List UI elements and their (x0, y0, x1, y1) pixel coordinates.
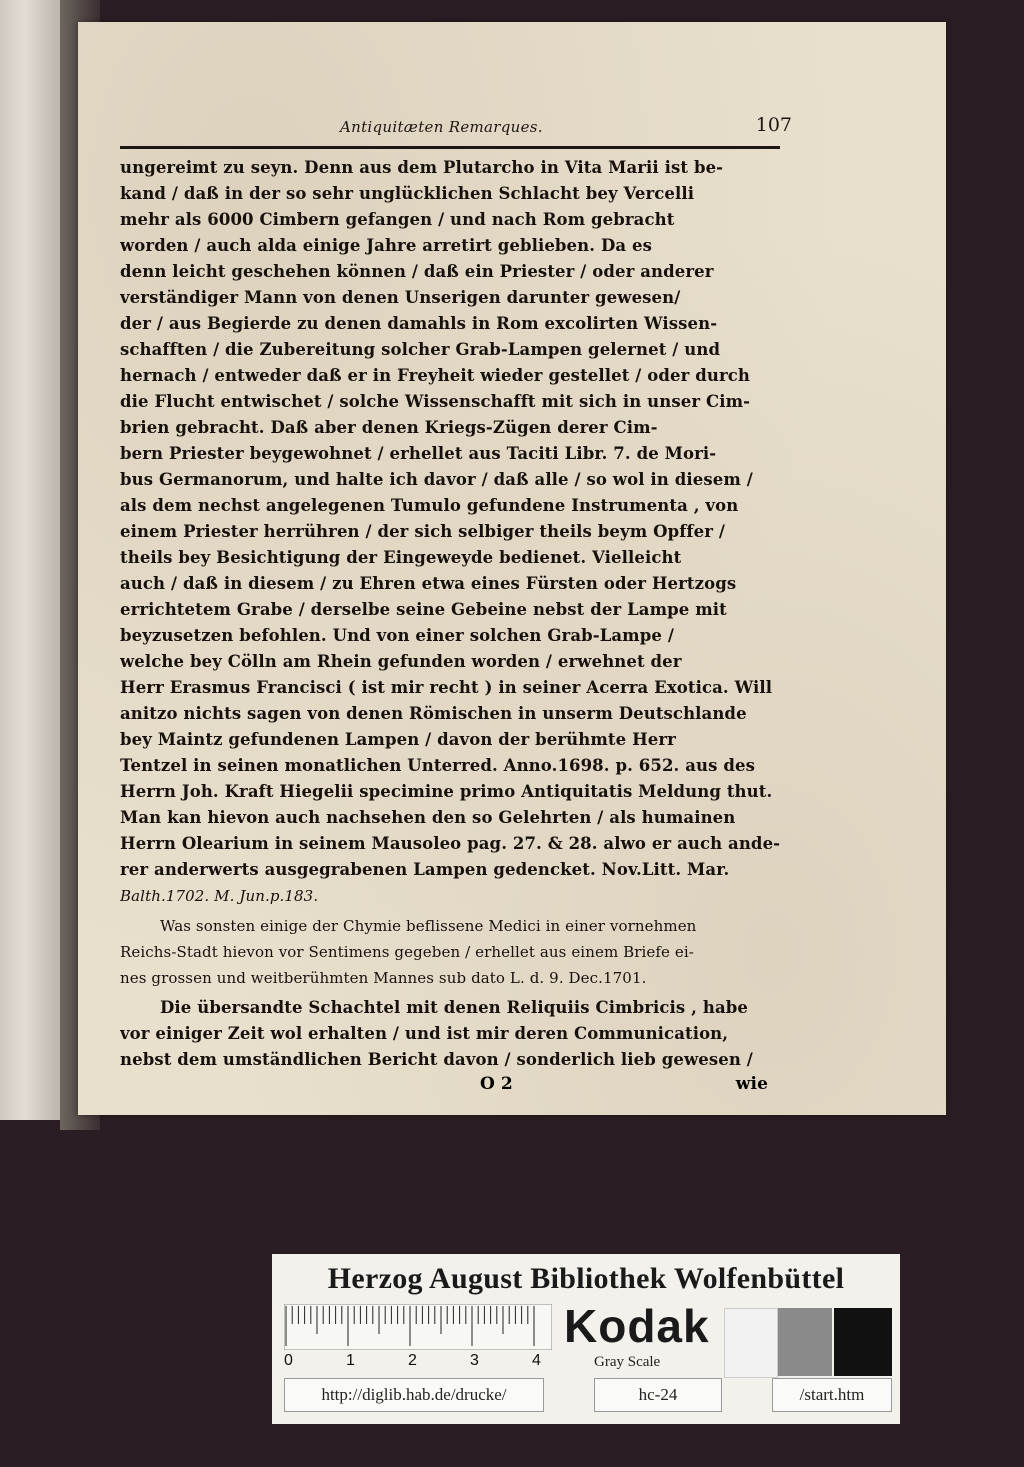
text-line: ungereimt zu seyn. Denn aus dem Plutarcho in Vita Marii ist be- (120, 158, 724, 177)
text-line: Man kan hievon auch nachsehen den so Gelehrten / als humainen (120, 808, 736, 827)
text-line: welche bey Cölln am Rhein gefunden worden / erwehnet der (120, 652, 682, 671)
text-line: bus Germanorum, und halte ich davor / daß alle / so wol in diesem / (120, 470, 753, 489)
text-line: rer anderwerts ausgegrabenen Lampen gedencket. Nov.Litt. Mar. (120, 860, 730, 879)
paragraph-line: Was sonsten einige der Chymie beflissene Medici in einer vornehmen (160, 917, 697, 935)
text-line: Herr Erasmus Francisci ( ist mir recht ) in seiner Acerra Exotica. Will (120, 678, 773, 697)
quote-line: vor einiger Zeit wol erhalten / und ist mir deren Communication, (120, 1024, 729, 1043)
text-line: schafften / die Zubereitung solcher Grab-Lampen gelernet / und (120, 340, 721, 359)
ruler-labels (284, 1352, 552, 1374)
text-line: beyzusetzen befohlen. Und von einer solchen Grab-Lampe / (120, 626, 674, 645)
text-line: hernach / entweder daß er in Freyheit wieder gestellet / oder durch (120, 366, 751, 385)
running-title: Antiquitæten Remarques. (340, 118, 543, 136)
signature-mark: O 2 (480, 1074, 513, 1094)
text-line: Balth.1702. M. Jun.p.183. (120, 887, 319, 905)
text-line: Herrn Olearium in seinem Mausoleo pag. 27. & 28. alwo er auch ande- (120, 834, 780, 853)
text-line: denn leicht geschehen können / daß ein Priester / oder anderer (120, 262, 714, 281)
text-line: verständiger Mann von denen Unserigen darunter gewesen/ (120, 288, 681, 307)
gray-patch-dark (834, 1308, 892, 1376)
paragraph-line: Reichs-Stadt hievon vor Sentimens gegeben / erhellet aus einem Briefe ei- (120, 943, 694, 961)
text-line: bey Maintz gefundenen Lampen / davon der berühmte Herr (120, 730, 676, 749)
gray-patch-white (724, 1308, 778, 1378)
ruler-label: 4 (532, 1352, 541, 1369)
library-name: Herzog August Bibliothek Wolfenbüttel (327, 1262, 845, 1295)
text-line: der / aus Begierde zu denen damahls in Rom excolirten Wissen- (120, 314, 718, 333)
ruler-label: 1 (346, 1352, 355, 1369)
adjacent-book-edge (0, 0, 60, 1120)
color-calibration-target (272, 1254, 900, 1424)
text-line: bern Priester beygewohnet / erhellet aus Taciti Libr. 7. de Mori- (120, 444, 717, 463)
text-line: einem Priester herrühren / der sich selbiger theils beym Opffer / (120, 522, 725, 541)
page-footer-line (120, 1070, 780, 1098)
url-prefix: http://diglib.hab.de/drucke/ (284, 1378, 544, 1412)
text-line: worden / auch alda einige Jahre arretirt geblieben. Da es (120, 236, 652, 255)
text-block (120, 154, 780, 1069)
text-line: auch / daß in diesem / zu Ehren etwa eines Fürsten oder Hertzogs (120, 574, 737, 593)
text-line: Herrn Joh. Kraft Hiegelii specimine primo Antiquitatis Meldung thut. (120, 782, 773, 801)
ruler-label: 3 (470, 1352, 479, 1369)
ruler-label: 2 (408, 1352, 417, 1369)
shelfmark: hc-24 (594, 1378, 722, 1412)
url-suffix: /start.htm (772, 1378, 892, 1412)
ruler-label: 0 (284, 1352, 293, 1369)
header-rule (120, 146, 780, 149)
page-number: 107 (755, 114, 792, 136)
text-line: Tentzel in seinen monatlichen Unterred. Anno.1698. p. 652. aus des (120, 756, 755, 775)
quote-line: Die übersandte Schachtel mit denen Reliquiis Cimbricis , habe (160, 998, 748, 1017)
text-line: errichtetem Grabe / derselbe seine Gebeine nebst der Lampe mit (120, 600, 727, 619)
quote-line: nebst dem umständlichen Bericht davon / sonderlich lieb gewesen / (120, 1050, 753, 1069)
text-line: kand / daß in der so sehr unglücklichen Schlacht bey Vercelli (120, 184, 695, 203)
gray-patch-mid (778, 1308, 832, 1376)
kodak-logo: Kodak (564, 1300, 710, 1352)
text-line: brien gebracht. Daß aber denen Kriegs-Zügen derer Cim- (120, 418, 658, 437)
catchword: wie (735, 1074, 768, 1094)
text-line: anitzo nichts sagen von denen Römischen in unserm Deutschlande (120, 704, 747, 723)
gray-scale-label: Gray Scale (594, 1354, 661, 1370)
running-head (120, 112, 800, 142)
text-line: als dem nechst angelegenen Tumulo gefundene Instrumenta , von (120, 496, 739, 515)
text-line: die Flucht entwischet / solche Wissenschafft mit sich in unser Cim- (120, 392, 751, 411)
text-line: theils bey Besichtigung der Eingeweyde bedienet. Vielleicht (120, 548, 682, 567)
paragraph-line: nes grossen und weitberühmten Mannes sub dato L. d. 9. Dec.1701. (120, 969, 647, 987)
text-line: mehr als 6000 Cimbern gefangen / und nach Rom gebracht (120, 210, 675, 229)
ruler-scale (284, 1304, 552, 1350)
